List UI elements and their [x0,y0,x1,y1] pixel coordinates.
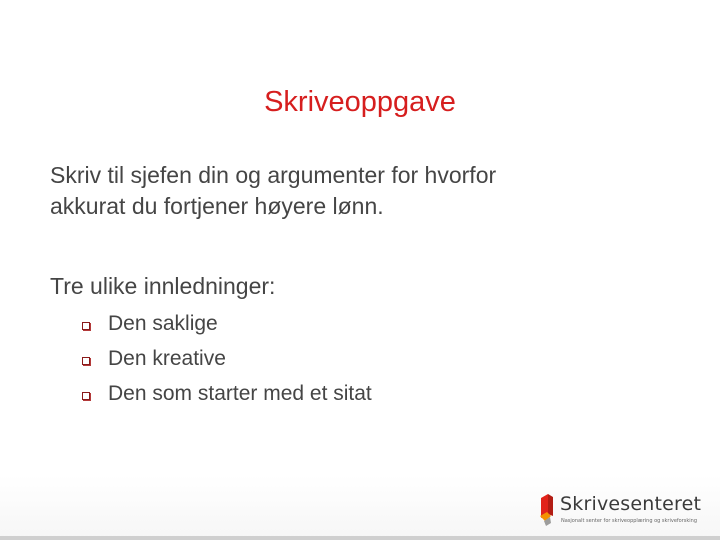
slide-title: Skriveoppgave [264,86,456,118]
skrivesenteret-logo [538,492,718,532]
hollow-square-bullet-icon [82,322,90,330]
hollow-square-bullet-icon [82,392,90,400]
hollow-square-bullet-icon [82,357,90,365]
subheading: Tre ulike innledninger: [50,273,276,299]
paragraph-line: akkurat du fortjener høyere lønn. [50,193,384,219]
bullet-label: Den kreative [108,347,226,370]
body-paragraph [50,160,670,222]
bullet-label: Den som starter med et sitat [108,382,372,405]
skrivesenteret-logo-icon [538,492,558,528]
logo-name: Skrivesenteret [560,493,702,515]
bullet-label: Den saklige [108,312,218,335]
bottom-divider [0,536,720,540]
logo-tagline: Nasjonalt senter for skriveopplæring og skriveforsking [561,518,697,524]
paragraph-line: Skriv til sjefen din og argumenter for hvorfor [50,162,497,188]
